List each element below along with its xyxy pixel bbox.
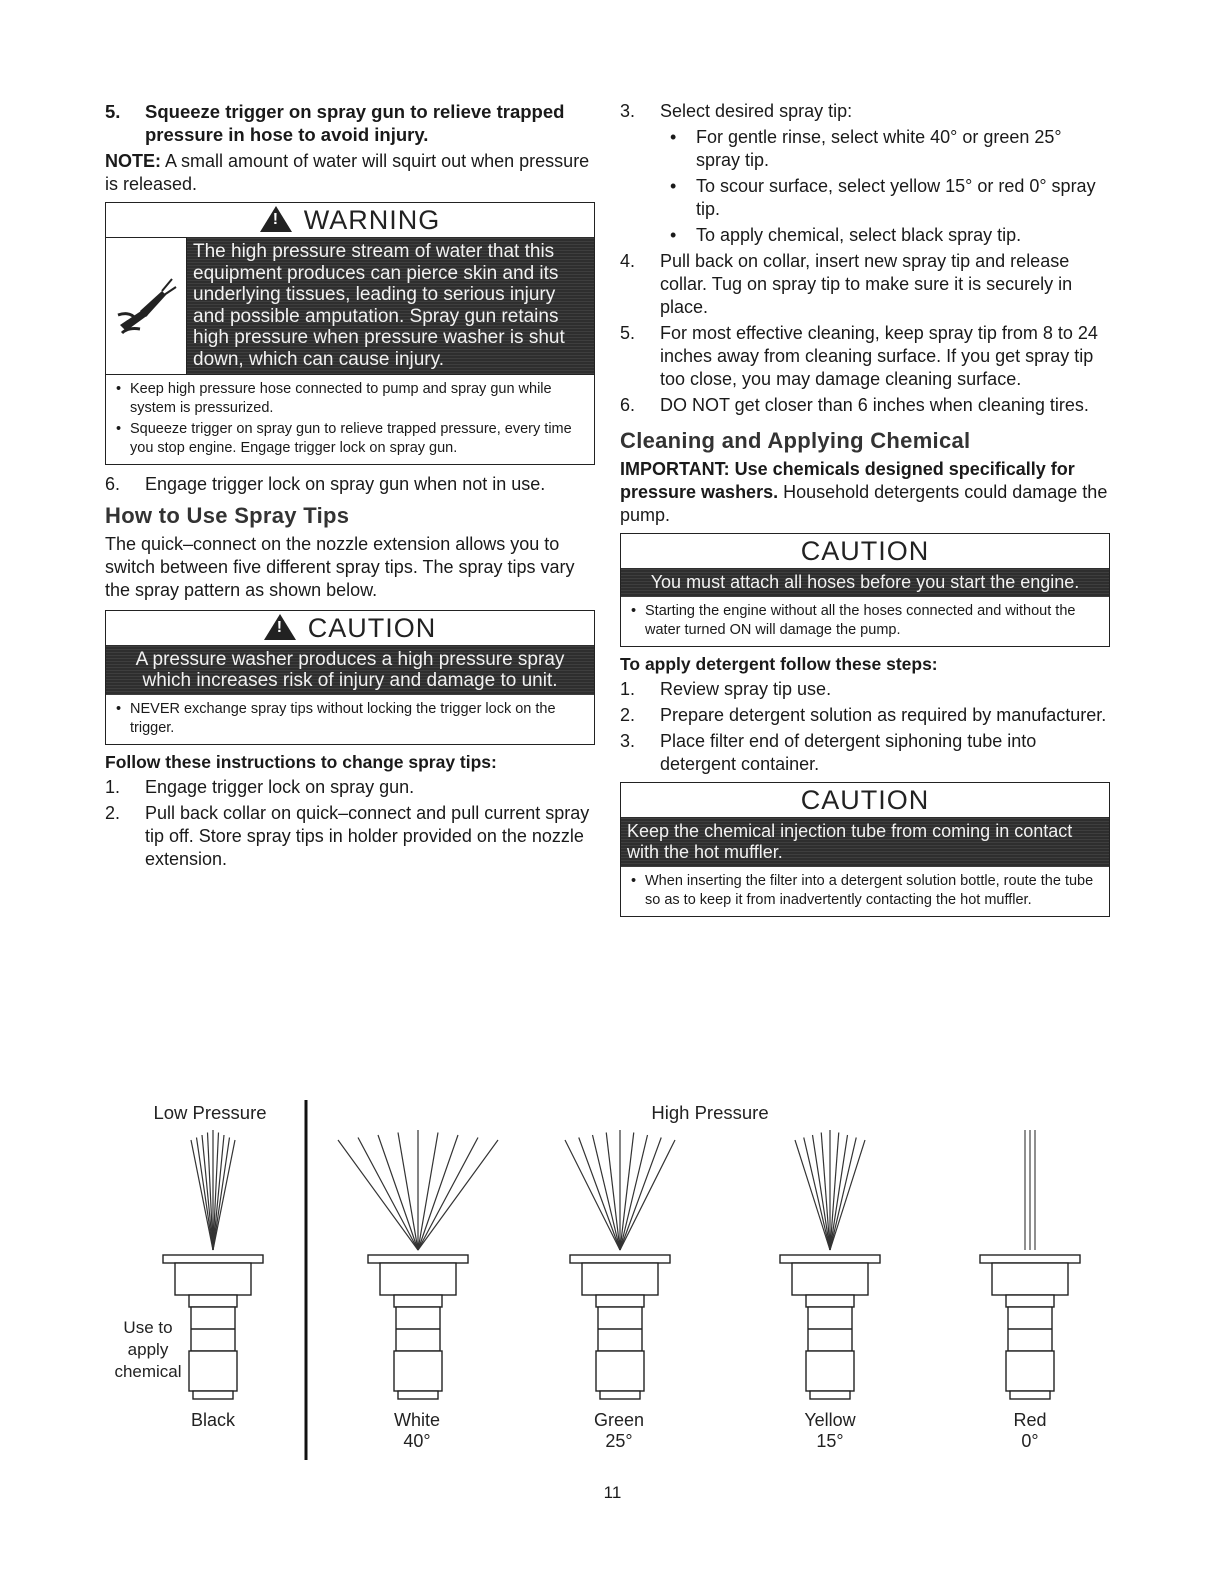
change-step-2: 2. Pull back collar on quick–connect and pull current spray tip off. Store spray tips in holder provided on the nozzle extension. <box>105 803 590 869</box>
section-title-chemical: Cleaning and Applying Chemical <box>620 428 971 453</box>
tip-label-black: Black <box>190 1410 235 1430</box>
tip-label-white: White 40° <box>393 1410 440 1451</box>
tip-label-red: Red 0° <box>1013 1410 1047 1451</box>
note-text: A small amount of water will squirt out when pressure is released. <box>105 151 590 194</box>
step-4: 4. Pull back on collar, insert new spray tip and release collar. Tug on spray tip to make sure it is securely in place. <box>620 251 1073 317</box>
page-number: 11 <box>603 1483 622 1502</box>
step-5 <box>105 100 595 146</box>
important-paragraph: IMPORTANT: Use chemicals designed specifically for pressure washers. Household detergents could damage the pump. <box>620 459 1108 525</box>
caution-bullet: • Starting the engine without all the hoses connected and without the water turned ON will damage the pump. <box>631 603 1076 638</box>
spray-fan-white <box>338 1130 498 1250</box>
spray-fan-green <box>565 1130 675 1250</box>
step-3: 3. Select desired spray tip: <box>620 101 853 121</box>
caution-box <box>105 610 595 745</box>
spray-fan-yellow <box>795 1130 865 1250</box>
tip-bullet: • For gentle rinse, select white 40° or green 25° spray tip. <box>670 127 1062 170</box>
section-title-spray-tips: How to Use Spray Tips <box>105 503 350 528</box>
alert-triangle-icon: ! <box>260 206 292 232</box>
tip-bullet: • To apply chemical, select black spray tip. <box>670 225 1022 245</box>
caution-band: You must attach all hoses before you start the engine. <box>621 568 1109 597</box>
warning-title: WARNING <box>303 205 441 235</box>
spray-tip-green <box>570 1255 670 1399</box>
caution-band: Keep the chemical injection tube from coming in contact with the hot muffler. <box>621 817 1109 867</box>
caution-bullet: • NEVER exchange spray tips without locking the trigger lock on the trigger. <box>116 701 556 736</box>
note-label: NOTE: <box>105 151 161 171</box>
step-5-right: 5. For most effective cleaning, keep spray tip from 8 to 24 inches away from cleaning surface. If you get spray tip too close, you may damage cleaning surface. <box>620 323 1098 389</box>
spray-tip-yellow <box>780 1255 880 1399</box>
step-6-right: 6. DO NOT get closer than 6 inches when cleaning tires. <box>620 395 1089 415</box>
warning-bullet: • Keep high pressure hose connected to pump and spray gun while system is pressurized. <box>116 381 552 416</box>
injection-hazard-icon <box>106 237 187 374</box>
right-column <box>620 100 1110 923</box>
spray-fan-black <box>191 1130 235 1250</box>
change-tips-heading: Follow these instructions to change spray tips: <box>105 752 497 772</box>
caution-bullet: • When inserting the filter into a detergent solution bottle, route the tube so as to keep it from inadvertently contacting the hot muffler. <box>631 873 1094 908</box>
spray-tips-diagram <box>0 1100 1225 1460</box>
detergent-step-2: 2. Prepare detergent solution as required by manufacturer. <box>620 705 1107 725</box>
spray-tip-white <box>368 1255 468 1399</box>
tip-label-yellow: Yellow 15° <box>804 1410 856 1451</box>
caution-band: A pressure washer produces a high pressure spray which increases risk of injury and damage to unit. <box>106 645 594 695</box>
step-number: 5. <box>105 101 121 122</box>
step-6 <box>105 473 595 496</box>
warning-header <box>106 203 594 237</box>
caution-header <box>106 611 594 645</box>
caution-title: CAUTION <box>800 785 930 815</box>
warning-box <box>105 202 595 465</box>
tip-bullet: • To scour surface, select yellow 15° or red 0° spray tip. <box>670 176 1096 219</box>
step-text: Squeeze trigger on spray gun to relieve trapped pressure in hose to avoid injury. <box>145 101 565 145</box>
warning-bullet: • Squeeze trigger on spray gun to relieve trapped pressure, every time you stop engine. Engage trigger lock on spray gun. <box>116 421 572 456</box>
warning-band: The high pressure stream of water that this equipment produces can pierce skin and its underlying tissues, leading to serious injury and possible amputation. Spray gun retains high pressure when pressure washer is shut down, which can cause injury. <box>187 237 594 374</box>
detergent-step-1: 1. Review spray tip use. <box>620 679 832 699</box>
step-text: Engage trigger lock on spray gun when not in use. <box>145 474 546 494</box>
chemical-note: Use to apply chemical <box>114 1318 182 1381</box>
intro-paragraph: The quick–connect on the nozzle extension allows you to switch between five different spray tips. The spray tips vary the spray pattern as shown below. <box>105 534 575 600</box>
change-step-1: 1. Engage trigger lock on spray gun. <box>105 777 415 797</box>
note <box>105 150 595 196</box>
spray-tip-red <box>980 1255 1080 1399</box>
spray-fan-red <box>1025 1130 1035 1250</box>
high-pressure-label: High Pressure <box>651 1102 769 1123</box>
detergent-step-3: 3. Place filter end of detergent siphoning tube into detergent container. <box>620 731 1037 774</box>
caution-box-hoses <box>620 533 1110 647</box>
alert-triangle-icon: ! <box>264 614 296 640</box>
caution-box-muffler <box>620 782 1110 917</box>
low-pressure-label: Low Pressure <box>153 1102 267 1123</box>
detergent-heading: To apply detergent follow these steps: <box>620 654 938 674</box>
left-column <box>105 100 595 874</box>
caution-title: CAUTION <box>800 536 930 566</box>
step-number: 6. <box>105 474 121 494</box>
caution-title: CAUTION <box>307 613 437 643</box>
tip-label-green: Green 25° <box>593 1410 645 1451</box>
